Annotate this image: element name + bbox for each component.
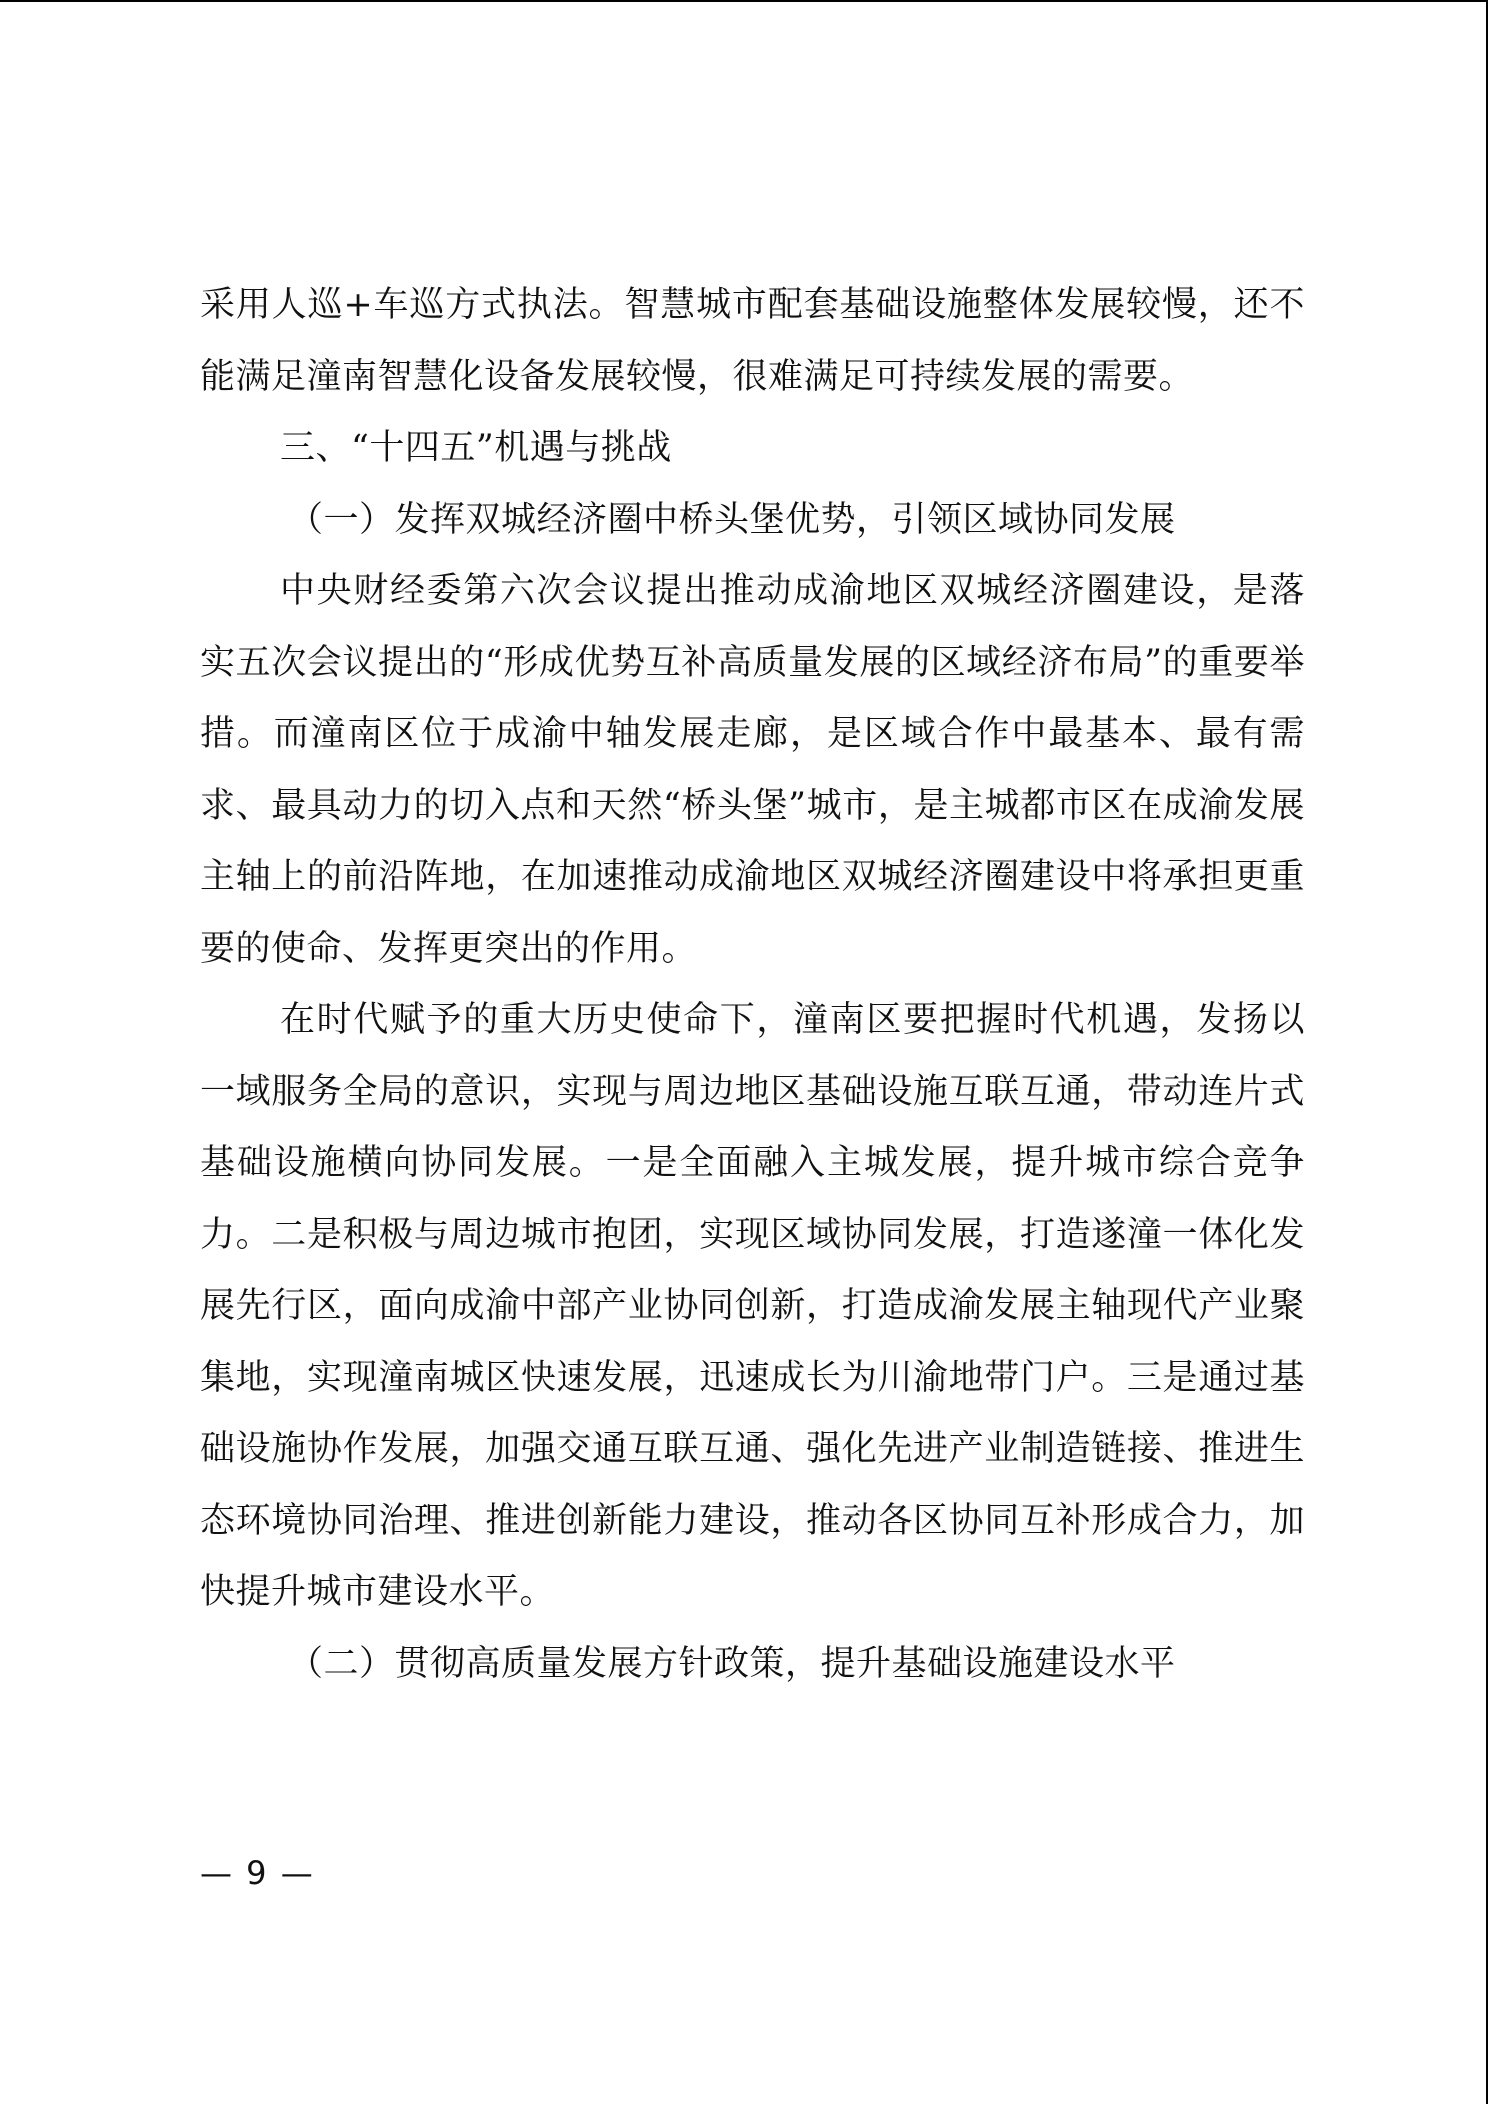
body-paragraph: 中央财经委第六次会议提出推动成渝地区双城经济圈建设，是落实五次会议提出的“形成优势互补高质量发展的区域经济布局”的重要举措。而潼南区位于成渝中轴发展走廊，是区域合作中最基本、最有需求、最具动力的切入点和天然“桥头堡”城市，是主城都市区在成渝发展主轴上的前沿阵地，在加速推动成渝地区双城经济圈建设中将承担更重要的使命、发挥更突出的作用。	[200, 571, 1305, 969]
subsection-heading: （一）发挥双城经济圈中桥头堡优势，引领区域协同发展	[288, 499, 1176, 540]
section-heading: 三、“十四五”机遇与挑战	[280, 428, 672, 468]
subsection-heading: （二）贯彻高质量发展方针政策，提升基础设施建设水平	[288, 1643, 1176, 1684]
body-paragraph: 在时代赋予的重大历史使命下，潼南区要把握时代机遇，发扬以一域服务全局的意识，实现与周边地区基础设施互联互通，带动连片式基础设施横向协同发展。一是全面融入主城发展，提升城市综合竞争力。二是积极与周边城市抱团，实现区域协同发展，打造遂潼一体化发展先行区，面向成渝中部产业协同创新，打造成渝发展主轴现代产业聚集地，实现潼南城区快速发展，迅速成长为川渝地带门户。三是通过基础设施协作发展，加强交通互联互通、强化先进产业制造链接、推进生态环境协同治理、推进创新能力建设，推动各区协同互补形成合力，加快提升城市建设水平。	[200, 1000, 1305, 1612]
document-body	[200, 270, 1305, 1700]
paragraph-continuation: 采用人巡+车巡方式执法。智慧城市配套基础设施整体发展较慢，还不能满足潼南智慧化设备发展较慢，很难满足可持续发展的需要。	[200, 285, 1305, 397]
page-number: — 9 —	[200, 1854, 315, 1892]
